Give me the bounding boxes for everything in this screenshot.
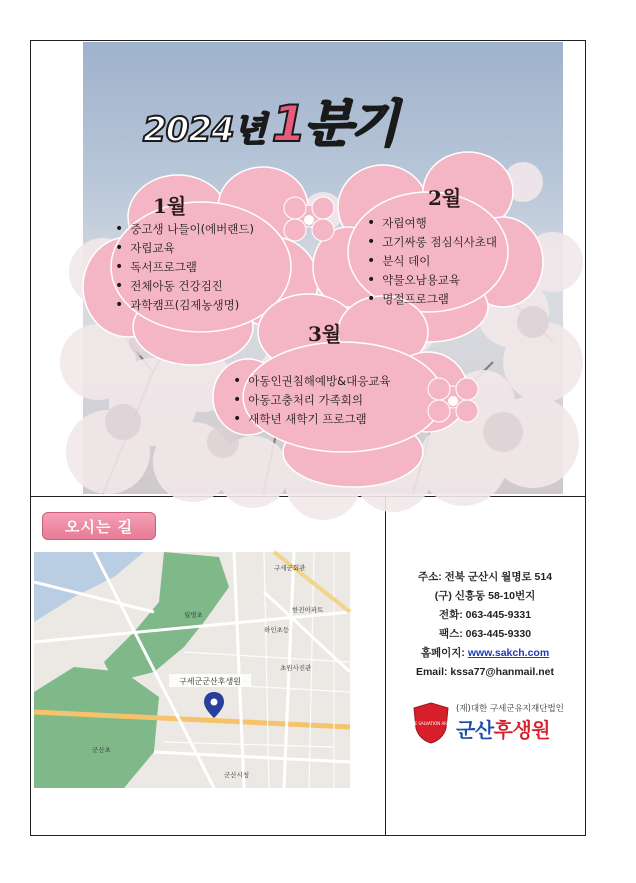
location-map[interactable]: [34, 552, 350, 788]
map-landmark-label: 하인초등: [264, 626, 290, 634]
map-landmark-label: 군산시청: [224, 771, 250, 779]
quarter-label: 1분기: [271, 95, 397, 153]
list-item: • 약물오남용교육: [367, 271, 497, 290]
old-address-text: (구) 신흥동 58-10번지: [434, 590, 536, 602]
list-item: • 독서프로그램: [115, 258, 254, 277]
homepage-row: [395, 644, 575, 663]
list-item: • 아동인권침해예방&대응교육: [233, 372, 391, 391]
homepage-label: 홈페이지:: [420, 647, 465, 659]
list-item: • 아동고충처리 가족회의: [233, 391, 391, 410]
map-landmark-label: 구세군회관: [274, 564, 306, 572]
organization-name-part2: 후생원: [493, 718, 551, 742]
email-text[interactable]: Email: kssa77@hanmail.net: [415, 666, 555, 678]
list-item: • 자립여행: [367, 214, 497, 233]
homepage-link[interactable]: www.sakch.com: [467, 647, 550, 659]
organization-subtitle: (재)대한 구세군유지재단법인: [456, 704, 564, 714]
section-divider-vertical: [385, 496, 386, 836]
address-text: 주소: 전북 군산시 월명로 514: [417, 571, 553, 583]
event-list-march: [233, 372, 391, 429]
organization-name: [456, 714, 550, 743]
list-item: • 새학년 새학기 프로그램: [233, 410, 391, 429]
map-landmark-label: 월명초: [184, 611, 203, 619]
organization-logo: [410, 702, 575, 746]
organization-name-part1: 군산: [456, 718, 494, 742]
contact-info: [395, 568, 575, 682]
list-item: • 과학캠프(김제농생명): [115, 296, 254, 315]
fax-text: 팩스: 063-445-9330: [438, 628, 532, 640]
year-label: 2024년: [143, 110, 266, 150]
list-item: • 명절프로그램: [367, 290, 497, 309]
list-item: • 분식 데이: [367, 252, 497, 271]
map-store-label: 구세군군산후생원: [179, 677, 241, 686]
map-landmark-label: 군산초: [92, 746, 111, 754]
list-item: • 전체아동 건강검진: [115, 277, 254, 296]
event-list-january: [115, 220, 254, 315]
quarter-schedule-poster: [83, 42, 563, 494]
event-list-february: [367, 214, 497, 309]
shield-text: THE SALVATION ARMY: [409, 721, 453, 726]
salvation-army-shield-icon: [409, 702, 453, 744]
phone-text: 전화: 063-445-9331: [438, 609, 532, 621]
directions-label: 오시는 길: [42, 512, 156, 540]
month-title-january: 1월: [153, 194, 187, 218]
map-graphic: [34, 552, 350, 788]
month-title-march: 3월: [308, 322, 342, 346]
map-landmark-label: 초원사진관: [280, 664, 312, 672]
list-item: • 중고생 나들이(에버랜드): [115, 220, 254, 239]
list-item: • 고기싸롱 점심식사초대: [367, 233, 497, 252]
month-title-february: 2월: [428, 186, 462, 210]
map-landmark-label: 한진아파트: [292, 606, 324, 614]
list-item: • 자립교육: [115, 239, 254, 258]
poster-title: [143, 84, 397, 156]
